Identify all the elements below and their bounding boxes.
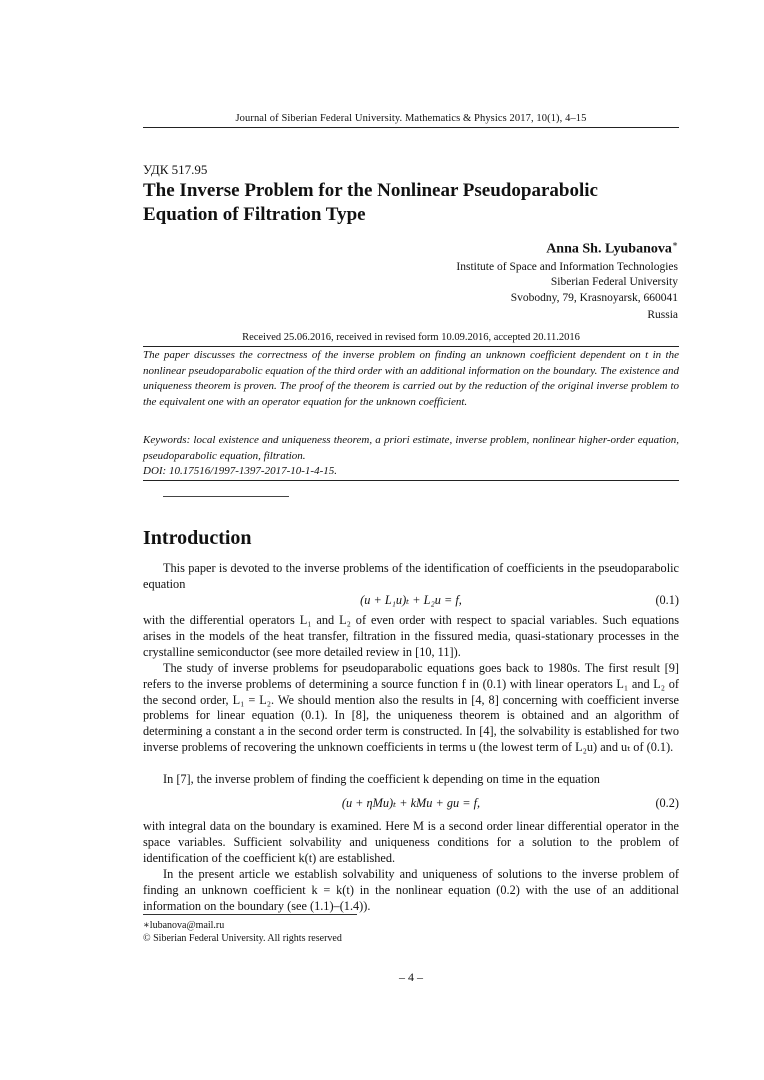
affiliation-line-1: Institute of Space and Information Technologies xyxy=(456,260,678,273)
section-title: Introduction xyxy=(143,527,252,549)
author-block xyxy=(456,234,678,324)
author-name xyxy=(456,234,678,260)
journal-header: Journal of Siberian Federal University. Mathematics & Physics 2017, 10(1), 4–15 xyxy=(235,113,587,124)
affiliation-line-3: Svobodny, 79, Krasnoyarsk, 660041 xyxy=(510,291,678,304)
equation-0-1-body: (u + L₁u)ₜ + L₂u = f, xyxy=(360,593,462,607)
abstract: The paper discusses the correctness of the inverse problem on finding an unknown coefficient dependent on t in the nonlinear pseudoparabolic equation of the third order with an additional information on the boundary. The existence and uniqueness theorem is proven. The proof of the theorem is carried out by the reduction of the original inverse problem to the equivalent one with an operator equation for the unknown coefficient. xyxy=(143,349,679,408)
keywords: Keywords: local existence and uniqueness theorem, a priori estimate, inverse problem, nonlinear higher-order equation, pseudoparabolic equation, filtration. xyxy=(143,434,679,462)
para1-a-text: This paper is devoted to the inverse problems of the identification of coefficients in the pseudoparabolic equation xyxy=(143,561,679,591)
para4-text: In the present article we establish solvability and uniqueness of solutions to the inverse problem of finding an unknown coefficient k = k(t) in the nonlinear equation (0.2) with the use of an additional information on the boundary (see (1.1)–(1.4)). xyxy=(143,867,679,913)
affiliation-line-4: Russia xyxy=(647,309,678,322)
abstract-top-rule xyxy=(143,346,679,347)
author-name-text: Anna Sh. Lyubanova xyxy=(546,241,672,257)
udk-code: УДК 517.95 xyxy=(143,162,208,177)
para1-b-text: with the differential operators L₁ and L₂ of even order with respect to spacial variables. Such equations arises in the models of the heat transfer, filtration in the fissured media, quasi-stationary processes in the crystalline semiconductor (see more detailed review in [10, 11]). xyxy=(143,613,679,659)
para3-b-text: with integral data on the boundary is examined. Here M is a second order linear differential operator in the space variables. Sufficient solvability and uniqueness conditions for a solution to the problem of identification of the coefficient k(t) are established. xyxy=(143,819,679,865)
paragraph-1a xyxy=(143,561,679,593)
paragraph-3b xyxy=(143,819,679,866)
para2-text: The study of inverse problems for pseudoparabolic equations goes back to 1980s. The first result [9] refers to the inverse problems of determining a source function f in (0.1) with linear operators L₁ and L₂ of the second order, L₁ = L₂. We should mention also the results in [4, 8] concerning with coefficient inverse problems for linear equation (0.1). In [8], the uniqueness theorem is obtained and an algorithm of determining a constant a in the second order term is constructed. In [4], the solvability is established for two inverse problems of recovering the unknown coefficients in terms u (the lowest term of L₂u) and uₜ of (0.1). xyxy=(143,661,679,754)
keywords-block xyxy=(143,433,679,480)
paragraph-3a xyxy=(143,772,679,788)
footnote-copyright: © Siberian Federal University. All rights reserved xyxy=(143,933,342,944)
equation-0-2-body: (u + ηMu)ₜ + kMu + gu = f, xyxy=(341,796,481,810)
equation-0-1-number: (0.1) xyxy=(655,593,679,607)
para3-a-text: In [7], the inverse problem of finding the coefficient k depending on time in the equation xyxy=(163,772,600,786)
equation-0-2-number: (0.2) xyxy=(655,796,679,810)
separator-rule xyxy=(163,496,289,497)
paragraph-1b xyxy=(143,613,679,660)
title-line-2: Equation of Filtration Type xyxy=(143,204,366,225)
equation-0-1 xyxy=(143,593,679,609)
paragraph-4 xyxy=(143,867,679,914)
paragraph-2 xyxy=(143,661,679,756)
header-rule xyxy=(143,127,679,128)
title-line-1: The Inverse Problem for the Nonlinear Pseudoparabolic xyxy=(143,180,598,201)
footnote-rule xyxy=(143,914,357,915)
footnote-email: ∗lubanova@mail.ru xyxy=(143,920,225,931)
doi: DOI: 10.17516/1997-1397-2017-10-1-4-15. xyxy=(143,465,337,478)
abstract-bottom-rule xyxy=(143,480,679,481)
author-footnote-marker: ∗ xyxy=(671,239,678,249)
equation-0-2 xyxy=(143,796,679,812)
received-dates: Received 25.06.2016, received in revised form 10.09.2016, accepted 20.11.2016 xyxy=(242,332,580,343)
affiliation-line-2: Siberian Federal University xyxy=(550,276,678,289)
page-number: – 4 – xyxy=(399,970,423,984)
paper-title xyxy=(143,179,683,227)
